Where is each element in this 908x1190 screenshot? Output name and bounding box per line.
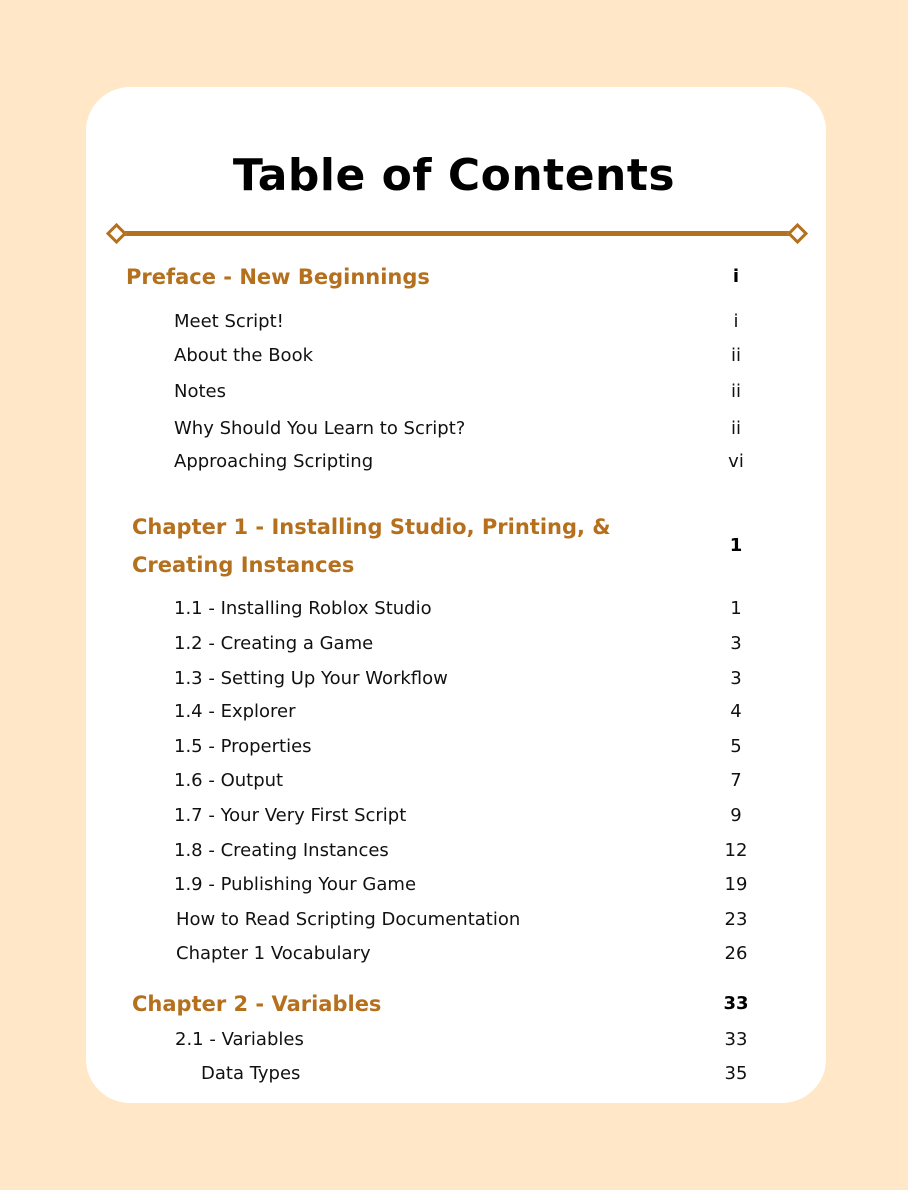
section-heading-chapter-1[interactable]: Chapter 1 - Installing Studio, Printing, & (132, 515, 611, 539)
toc-entry-page: 19 (724, 874, 748, 895)
toc-entry[interactable]: 1.2 - Creating a Game (174, 633, 374, 654)
section-heading-preface[interactable]: Preface - New Beginnings (126, 265, 430, 289)
toc-entry[interactable]: 2.1 - Variables (175, 1029, 304, 1050)
toc-entry[interactable]: 1.8 - Creating Instances (174, 840, 389, 861)
toc-entry[interactable]: 1.3 - Setting Up Your Workflow (174, 668, 448, 689)
toc-entry[interactable]: Data Types (201, 1063, 301, 1084)
toc-entry-page: 7 (730, 770, 742, 791)
section-page-chapter-1: 1 (729, 535, 743, 556)
toc-entry-page: 33 (724, 1029, 748, 1050)
toc-entry[interactable]: Why Should You Learn to Script? (174, 418, 466, 439)
toc-entry-page: vi (728, 451, 744, 472)
toc-entry[interactable]: 1.1 - Installing Roblox Studio (174, 598, 432, 619)
section-page-preface: i (732, 266, 740, 287)
toc-entry[interactable]: Chapter 1 Vocabulary (176, 943, 371, 964)
toc-entry-page: i (733, 311, 739, 332)
page-title: Table of Contents (232, 150, 676, 201)
toc-entry[interactable]: 1.6 - Output (174, 770, 284, 791)
toc-entry[interactable]: 1.5 - Properties (174, 736, 312, 757)
toc-entry-page: ii (730, 381, 741, 402)
toc-entry[interactable]: Approaching Scripting (174, 451, 374, 472)
toc-entry-page: ii (730, 345, 741, 366)
toc-entry-page: 35 (724, 1063, 748, 1084)
toc-entry-page: 4 (730, 701, 742, 722)
title-divider (118, 231, 798, 236)
toc-entry-page: 9 (730, 805, 742, 826)
section-page-chapter-2: 33 (723, 993, 749, 1014)
section-heading-chapter-1-line-2[interactable]: Creating Instances (132, 553, 355, 577)
toc-entry-page: 3 (730, 668, 742, 689)
toc-entry-page: 23 (724, 909, 748, 930)
toc-entry[interactable]: 1.7 - Your Very First Script (174, 805, 407, 826)
toc-entry[interactable]: 1.4 - Explorer (174, 701, 296, 722)
toc-entry[interactable]: Meet Script! (174, 311, 284, 332)
toc-entry-page: 26 (724, 943, 748, 964)
section-heading-chapter-2[interactable]: Chapter 2 - Variables (132, 992, 382, 1016)
toc-entry-page: 5 (730, 736, 742, 757)
toc-entry-page: 12 (724, 840, 748, 861)
toc-entry[interactable]: 1.9 - Publishing Your Game (174, 874, 417, 895)
toc-entry[interactable]: About the Book (174, 345, 313, 366)
toc-entry-page: 3 (730, 633, 742, 654)
toc-entry-page: ii (730, 418, 741, 439)
toc-entry[interactable]: How to Read Scripting Documentation (176, 909, 521, 930)
toc-entry-page: 1 (730, 598, 742, 619)
toc-entry[interactable]: Notes (174, 381, 226, 402)
